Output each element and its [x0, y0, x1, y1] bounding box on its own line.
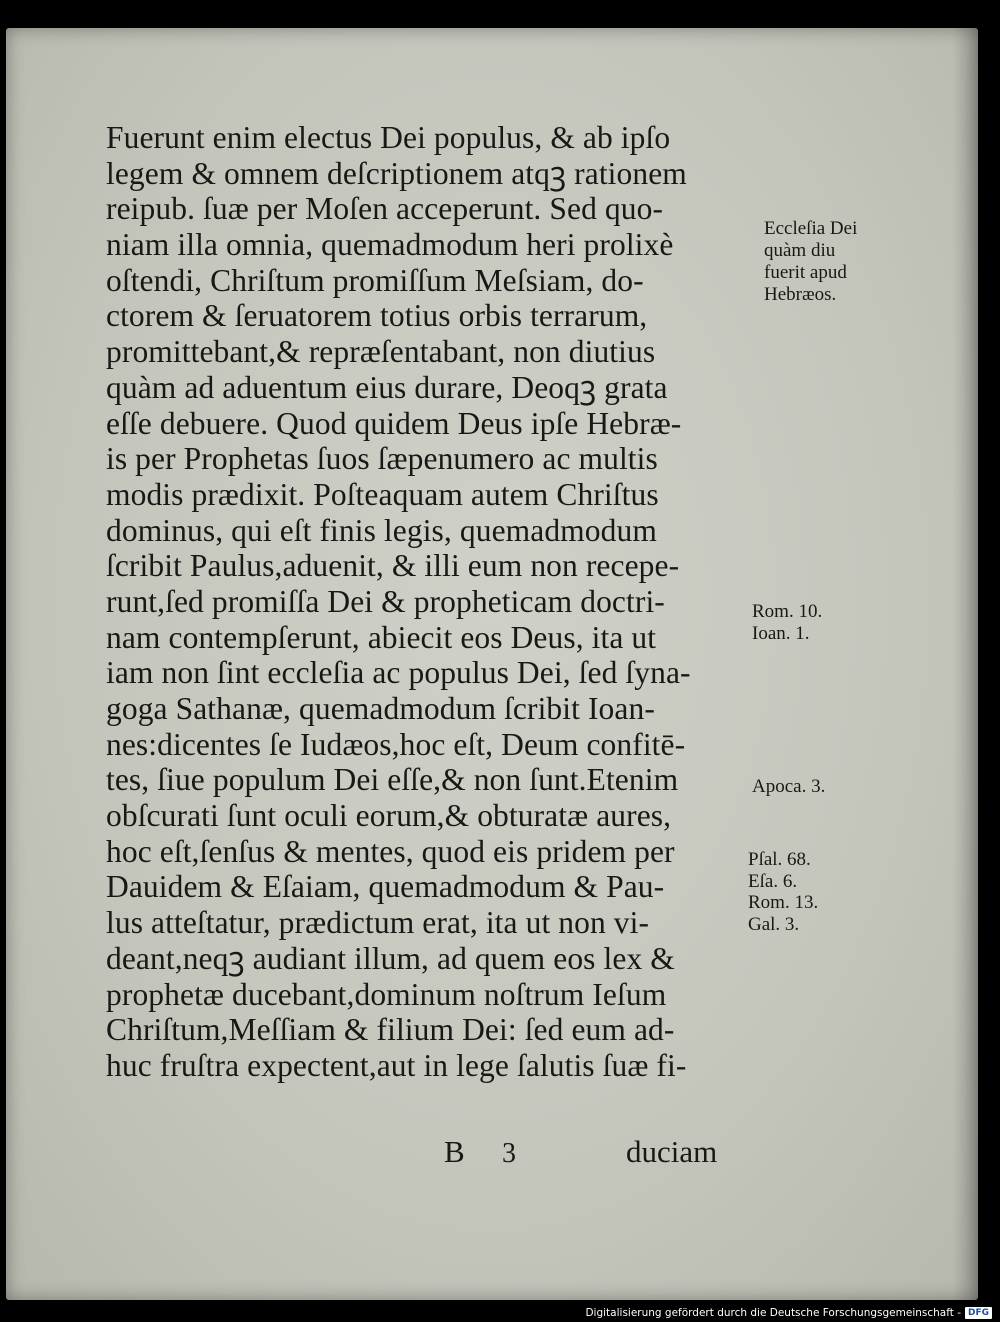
text-line: quàm ad aduentum eius durare, Deoqꝫ grata: [106, 369, 668, 405]
margin-note-apoca: [752, 776, 825, 798]
margin-note-line: Rom. 10.: [752, 601, 823, 622]
catchword: duciam: [626, 1134, 718, 1169]
text-line: prophetæ ducebant,dominum noſtrum Ieſum: [106, 976, 667, 1012]
margin-note-line: Hebræos.: [764, 284, 837, 305]
text-line: runt,ſed promiſſa Dei & propheticam doctri-: [106, 583, 665, 619]
text-line: obſcurati ſunt oculi eorum,& obturatæ aures,: [106, 798, 672, 834]
margin-note-line: Eccleſia Dei: [764, 218, 858, 239]
text-line: Fuerunt enim electus Dei populus, & ab ipſo: [106, 120, 671, 155]
book-page: [6, 28, 978, 1300]
text-line: iam non ſint eccleſia ac populus Dei, ſed ſyna-: [106, 655, 691, 691]
signature-mark: B: [444, 1134, 465, 1169]
margin-note-line: Apoca. 3.: [752, 776, 826, 797]
margin-note-line: Ioan. 1.: [752, 623, 810, 644]
margin-note-psal-esa-rom-gal: [748, 849, 818, 935]
margin-note-ecclesia: [764, 218, 857, 306]
text-line: modis prædixit. Poſteaquam autem Chriſtus: [106, 476, 659, 512]
text-line: ctorem & ſeruatorem totius orbis terrarum,: [106, 298, 648, 334]
margin-note-line: Gal. 3.: [748, 913, 800, 935]
text-line: huc fruſtra expectent,aut in lege ſalutis ſuæ fi-: [106, 1047, 687, 1083]
text-line: hoc eſt,ſenſus & mentes, quod eis pridem per: [106, 833, 675, 869]
text-line: deant,neqꝫ audiant illum, ad quem eos lex &: [106, 940, 675, 976]
digitization-text: Digitalisierung gefördert durch die Deutsche Forschungsgemeinschaft -: [585, 1307, 961, 1319]
margin-note-line: Pſal. 68.: [748, 849, 811, 870]
text-line: is per Prophetas ſuos ſæpenumero ac multis: [106, 441, 658, 477]
margin-note-line: fuerit apud: [764, 262, 847, 283]
text-line: promittebant,& repræſentabant, non diutius: [106, 334, 656, 370]
margin-note-line: quàm diu: [764, 240, 836, 261]
page-number: 3: [502, 1138, 516, 1169]
main-text-block: [106, 120, 756, 1084]
text-line: reipub. ſuæ per Moſen acceperunt. Sed quo-: [106, 191, 664, 227]
text-line: lus atteſtatur, prædictum erat, ita ut non vi-: [106, 905, 650, 941]
page-footer: [6, 1134, 756, 1170]
text-line: legem & omnem deſcriptionem atqꝫ rationem: [106, 155, 687, 191]
text-line: dominus, qui eſt finis legis, quemadmodum: [106, 512, 657, 548]
text-line: Chriſtum,Meſſiam & filium Dei: ſed eum ad-: [106, 1012, 675, 1048]
text-line: niam illa omnia, quemadmodum heri prolixè: [106, 227, 674, 263]
margin-note-rom-ioan: [752, 601, 822, 645]
text-line: tes, ſiue populum Dei eſſe,& non ſunt.Etenim: [106, 762, 679, 798]
text-line: ſcribit Paulus,aduenit, & illi eum non recepe-: [106, 548, 680, 584]
text-line: eſſe debuere. Quod quidem Deus ipſe Hebræ-: [106, 405, 682, 441]
page-edge-shadow: [952, 28, 978, 1300]
margin-note-line: Rom. 13.: [748, 892, 819, 913]
text-line: Dauidem & Eſaiam, quemadmodum & Pau-: [106, 869, 665, 905]
text-line: oſtendi, Chriſtum promiſſum Meſsiam, do-: [106, 262, 644, 298]
dfg-logo-icon: DFG: [965, 1307, 992, 1319]
text-line: goga Sathanæ, quemadmodum ſcribit Ioan-: [106, 691, 655, 726]
text-line: nes:dicentes ſe Iudæos,hoc eſt, Deum confitē-: [106, 726, 686, 762]
margin-note-line: Eſa. 6.: [748, 870, 798, 892]
text-line: nam contempſerunt, abiecit eos Deus, ita ut: [106, 619, 657, 655]
digitization-notice: [585, 1307, 992, 1319]
